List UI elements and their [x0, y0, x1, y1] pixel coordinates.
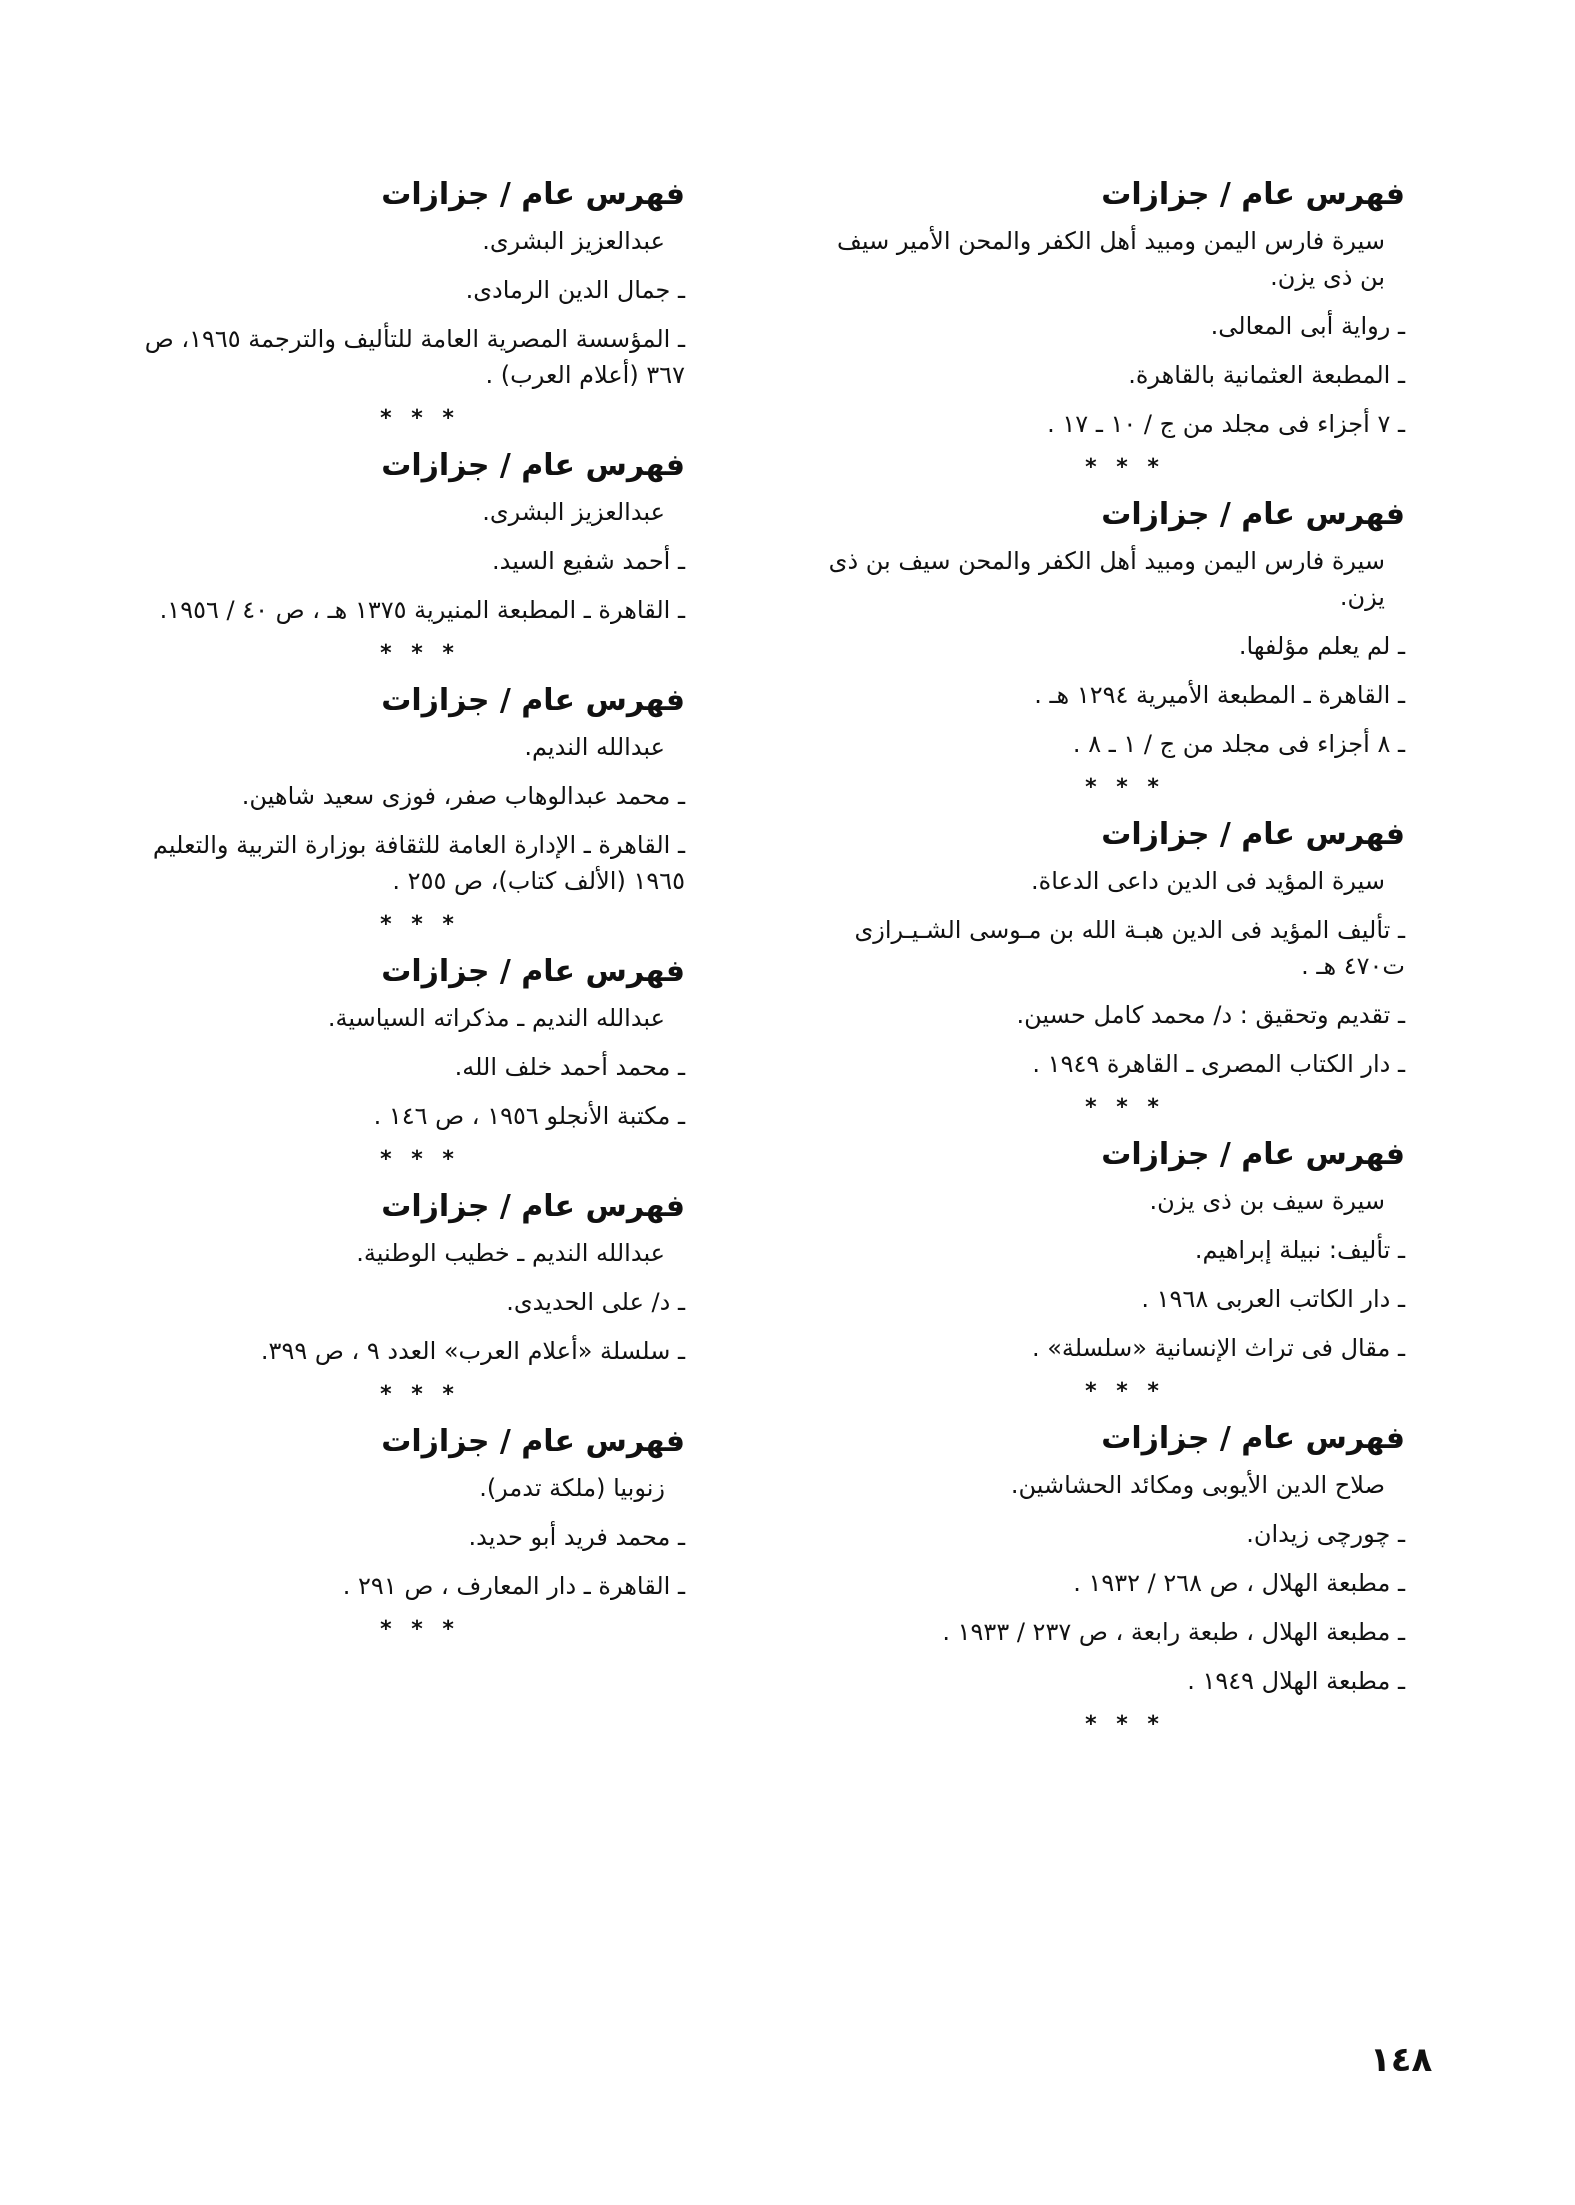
entry-title: صلاح الدين الأيوبى ومكائد الحشاشين.	[1010, 1471, 1385, 1499]
entry-title: عبدالله النديم ـ مذكراته السياسية.	[327, 1004, 665, 1032]
catalog-entry	[135, 952, 705, 1173]
entry-separator: * * *	[380, 406, 460, 431]
entry-detail-line: ـ المطبعة العثمانية بالقاهرة.	[1128, 361, 1405, 389]
page-number: ١٤٨	[1370, 2040, 1433, 2080]
catalog-entry	[825, 495, 1425, 801]
entry-detail-line: ـ القاهرة ـ المطبعة المنيرية ١٣٧٥ هـ ، ص ٤٠ / ١٩٥٦.	[159, 596, 685, 624]
entry-title: زنوبيا (ملكة تدمر).	[479, 1474, 665, 1502]
entry-heading: فهرس عام / جزازات	[1101, 1137, 1405, 1172]
catalog-entry	[825, 175, 1425, 481]
entry-detail-line: ـ تقديم وتحقيق : د/ محمد كامل حسين.	[1016, 1001, 1405, 1029]
entry-detail-line: ـ مطبعة الهلال ، طبعة رابعة ، ص ٢٣٧ / ١٩٣٣ .	[942, 1618, 1405, 1646]
entry-detail-line: ـ ٧ أجزاء فى مجلد من ج / ١٠ ـ ١٧ .	[1047, 410, 1405, 438]
entry-detail-line: ـ مطبعة الهلال ، ص ٢٦٨ / ١٩٣٢ .	[1073, 1569, 1405, 1597]
entry-separator: * * *	[1085, 1379, 1165, 1404]
entry-separator: * * *	[380, 1147, 460, 1172]
entry-title: سيرة المؤيد فى الدين داعى الدعاة.	[1031, 867, 1385, 895]
catalog-entry	[825, 1419, 1425, 1738]
entry-separator: * * *	[380, 1382, 460, 1407]
entry-detail-line: ـ القاهرة ـ دار المعارف ، ص ٢٩١ .	[342, 1572, 685, 1600]
catalog-entry	[135, 446, 705, 667]
entry-heading: فهرس عام / جزازات	[381, 954, 685, 989]
entry-detail-line: ـ د/ على الحديدى.	[506, 1288, 685, 1316]
entry-title: عبدالعزيز البشرى.	[482, 227, 665, 255]
catalog-entry	[135, 1422, 705, 1643]
entry-detail-line: ـ مكتبة الأنجلو ١٩٥٦ ، ص ١٤٦ .	[373, 1102, 685, 1130]
right-column	[825, 175, 1425, 1752]
catalog-entry	[825, 1135, 1425, 1405]
entry-heading: فهرس عام / جزازات	[381, 1424, 685, 1459]
entry-title: سيرة فارس اليمن ومبيد أهل الكفر والمحن الأمير سيف بن ذى يزن.	[837, 227, 1385, 291]
entry-detail-line: ـ سلسلة «أعلام العرب» العدد ٩ ، ص ٣٩٩.	[260, 1337, 685, 1365]
entry-separator: * * *	[380, 1617, 460, 1642]
entry-title: سيرة فارس اليمن ومبيد أهل الكفر والمحن سيف بن ذى يزن.	[828, 547, 1385, 611]
entry-separator: * * *	[1085, 1712, 1165, 1737]
entry-detail-line: ـ أحمد شفيع السيد.	[491, 547, 685, 575]
entry-detail-line: ـ محمد فريد أبو حديد.	[468, 1523, 685, 1551]
entry-separator: * * *	[380, 912, 460, 937]
entry-detail-line: ـ محمد أحمد خلف الله.	[454, 1053, 685, 1081]
catalog-entry	[135, 175, 705, 432]
entry-detail-line: ـ القاهرة ـ الإدارة العامة للثقافة بوزارة التربية والتعليم ١٩٦٥ (الألف كتاب)، ص ٢٥٥ .	[152, 831, 685, 895]
entry-detail-line: ـ المؤسسة المصرية العامة للتأليف والترجمة ١٩٦٥، ص ٣٦٧ (أعلام العرب) .	[144, 325, 685, 389]
entry-detail-line: ـ چورچى زيدان.	[1246, 1520, 1405, 1548]
entry-detail-line: ـ تأليف: نبيلة إبراهيم.	[1194, 1236, 1405, 1264]
entry-heading: فهرس عام / جزازات	[1101, 497, 1405, 532]
entry-detail-line: ـ القاهرة ـ المطبعة الأميرية ١٢٩٤ هـ .	[1034, 681, 1405, 709]
entry-heading: فهرس عام / جزازات	[381, 683, 685, 718]
entry-separator: * * *	[380, 641, 460, 666]
catalog-entry	[135, 681, 705, 938]
entry-detail-line: ـ مطبعة الهلال ١٩٤٩ .	[1187, 1667, 1405, 1695]
entry-title: عبدالله النديم.	[524, 733, 665, 761]
entry-detail-line: ـ دار الكاتب العربى ١٩٦٨ .	[1141, 1285, 1405, 1313]
entry-title: عبدالله النديم ـ خطيب الوطنية.	[356, 1239, 665, 1267]
entry-detail-line: ـ ٨ أجزاء فى مجلد من ج / ١ ـ ٨ .	[1072, 730, 1405, 758]
entry-heading: فهرس عام / جزازات	[1101, 817, 1405, 852]
entry-detail-line: ـ جمال الدين الرمادى.	[465, 276, 685, 304]
entry-detail-line: ـ محمد عبدالوهاب صفر، فوزى سعيد شاهين.	[241, 782, 685, 810]
entry-detail-line: ـ دار الكتاب المصرى ـ القاهرة ١٩٤٩ .	[1032, 1050, 1405, 1078]
entry-separator: * * *	[1085, 775, 1165, 800]
entry-detail-line: ـ مقال فى تراث الإنسانية «سلسلة» .	[1031, 1334, 1405, 1362]
left-column	[135, 175, 705, 1657]
entry-separator: * * *	[1085, 1095, 1165, 1120]
catalog-entry	[825, 815, 1425, 1121]
entry-heading: فهرس عام / جزازات	[381, 1189, 685, 1224]
entry-detail-line: ـ تأليف المؤيد فى الدين هبـة الله بن مـوسى الشـيـرازى ت٤٧٠ هـ .	[854, 916, 1405, 980]
entry-detail-line: ـ رواية أبى المعالى.	[1210, 312, 1405, 340]
entry-detail-line: ـ لم يعلم مؤلفها.	[1238, 632, 1405, 660]
entry-title: سيرة سيف بن ذى يزن.	[1149, 1187, 1385, 1215]
entry-separator: * * *	[1085, 455, 1165, 480]
entry-heading: فهرس عام / جزازات	[1101, 1421, 1405, 1456]
catalog-entry	[135, 1187, 705, 1408]
entry-heading: فهرس عام / جزازات	[381, 177, 685, 212]
entry-heading: فهرس عام / جزازات	[381, 448, 685, 483]
entry-title: عبدالعزيز البشرى.	[482, 498, 665, 526]
entry-heading: فهرس عام / جزازات	[1101, 177, 1405, 212]
